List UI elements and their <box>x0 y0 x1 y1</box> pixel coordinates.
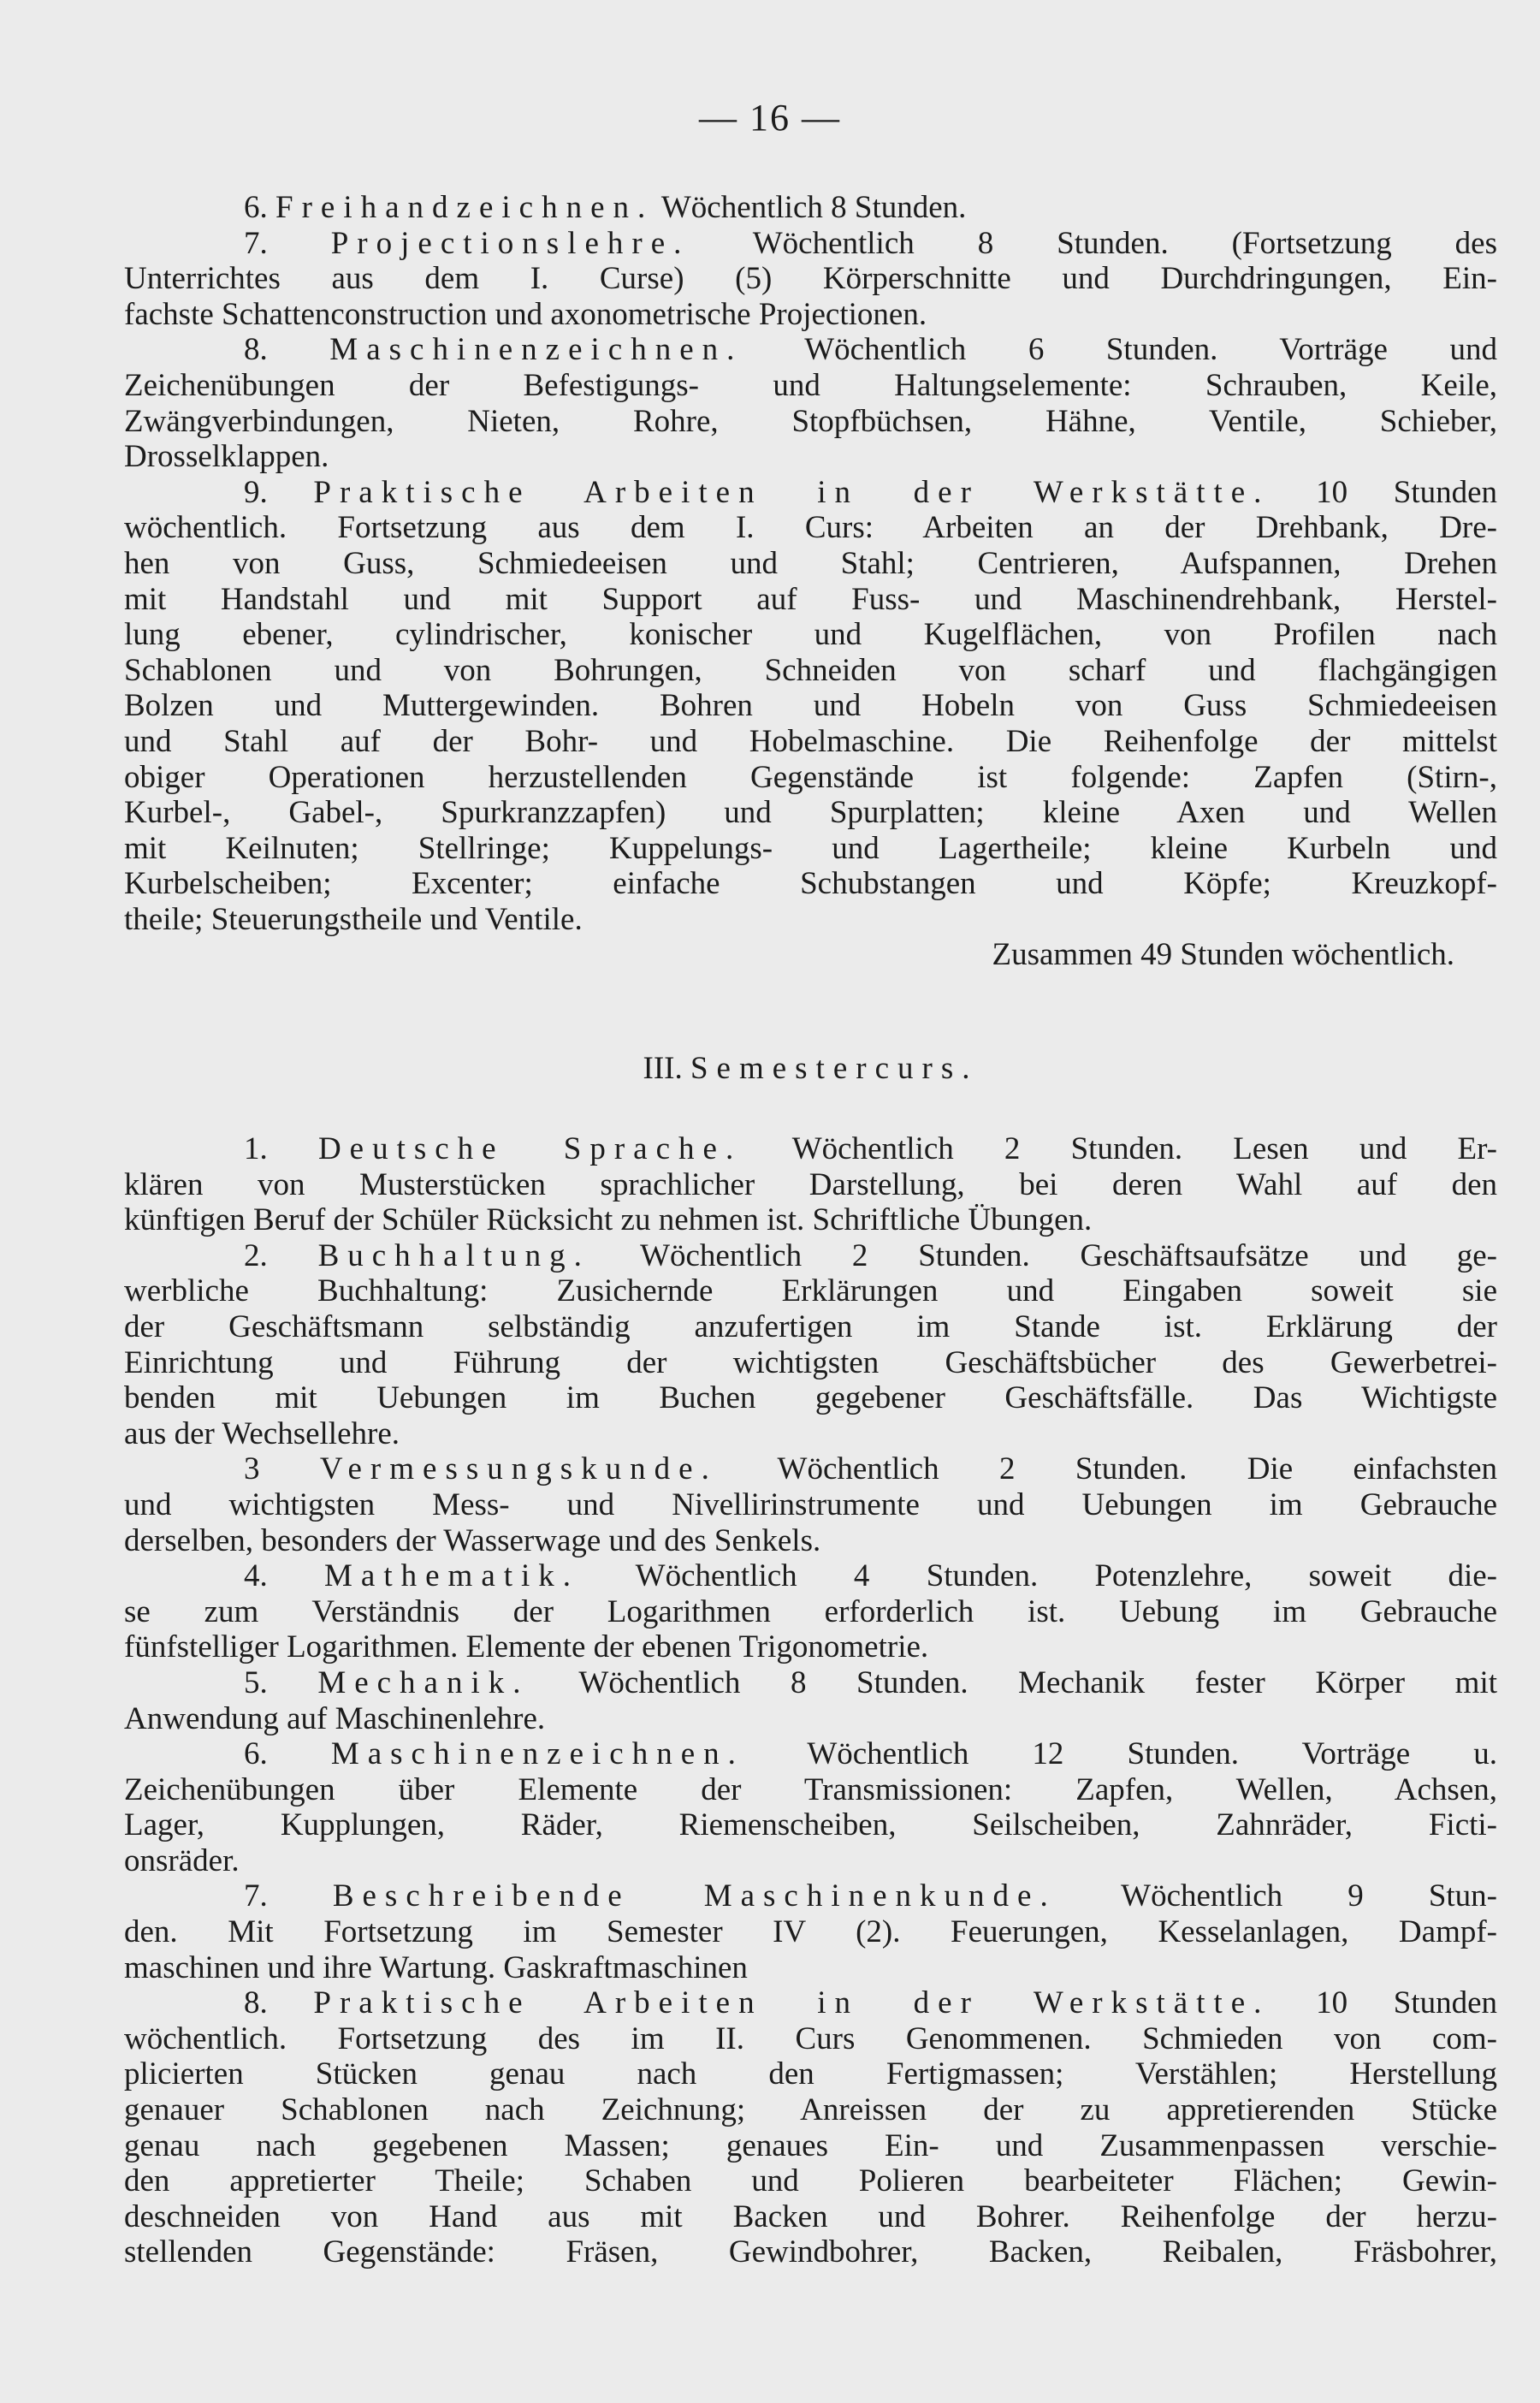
text-line: lung ebener, cylindrischer, konischer und Kugelflächen, von Profilen nach <box>124 617 1497 653</box>
text-line: hen von Guss, Schmiedeeisen und Stahl; Centrieren, Aufspannen, Drehen <box>124 545 1497 581</box>
item-text: Wöchentlich 2 Stunden. Die einfachsten <box>777 1451 1498 1487</box>
text-line: Lager, Kupplungen, Räder, Riemenscheiben, Seilscheiben, Zahnräder, Ficti- <box>124 1807 1497 1843</box>
text-line: künftigen Beruf der Schüler Rücksicht zu nehmen ist. Schriftliche Übungen. <box>124 1202 1093 1238</box>
item-number: 1. <box>244 1131 268 1166</box>
item-text: Wöchentlich 6 Stunden. Vorträge und <box>804 332 1498 368</box>
item-number: 6. <box>244 190 268 225</box>
item-text: Wöchentlich 8 Stunden. (Fortsetzung des <box>752 225 1497 261</box>
item-text: Wöchentlich 4 Stunden. Potenzlehre, soweit die- <box>635 1558 1497 1594</box>
item-projectionslehre <box>124 226 1497 262</box>
item-title: Freihandzeichnen. <box>275 190 654 225</box>
item-number: 3 <box>244 1451 260 1487</box>
text-line: werbliche Buchhaltung: Zusichernde Erklärungen und Eingaben soweit sie <box>124 1273 1497 1309</box>
item-title: Mathematik. <box>324 1558 580 1594</box>
item-title: Praktische Arbeiten in der Werkstätte. <box>313 474 1270 510</box>
page-number: — 16 — <box>699 97 841 139</box>
item-mathematik <box>124 1558 1497 1594</box>
section-heading <box>124 1051 1497 1087</box>
item-text: Wöchentlich 2 Stunden. Lesen und Er- <box>791 1131 1498 1166</box>
item-number: 7. <box>244 225 268 261</box>
item-number: 5. <box>244 1664 268 1700</box>
item-praktische-arbeiten-iii <box>124 1985 1497 2021</box>
item-text: Wöchentlich 8 Stunden. <box>660 190 967 225</box>
text-line: und Stahl auf der Bohr- und Hobelmaschine. Die Reihenfolge der mittelst <box>124 723 1497 759</box>
text-line: stellenden Gegenstände: Fräsen, Gewindbohrer, Backen, Reibalen, Fräsbohrer, <box>124 2234 1497 2270</box>
item-deutsche-sprache <box>124 1131 1497 1167</box>
text-line: se zum Verständnis der Logarithmen erforderlich ist. Uebung im Gebrauche <box>124 1593 1497 1629</box>
section-title: Semestercurs. <box>690 1051 979 1086</box>
text-line: Kurbel-, Gabel-, Spurkranzzapfen) und Spurplatten; kleine Axen und Wellen <box>124 795 1497 831</box>
item-title: Vermessungskunde. <box>319 1451 718 1487</box>
weekly-total: Zusammen 49 Stunden wöchentlich. <box>992 937 1454 973</box>
item-text: 10 Stunden <box>1316 474 1498 510</box>
text-line: der Geschäftsmann selbständig anzufertigen im Stande ist. Erklärung der <box>124 1308 1497 1344</box>
item-freihandzeichnen <box>124 190 1497 226</box>
text-line: klären von Musterstücken sprachlicher Darstellung, bei deren Wahl auf den <box>124 1166 1497 1202</box>
text-line: Kurbelscheiben; Excenter; einfache Schubstangen und Köpfe; Kreuzkopf- <box>124 866 1497 902</box>
section-numeral: III. <box>643 1051 683 1086</box>
text-line: wöchentlich. Fortsetzung des im II. Curs Genommenen. Schmieden von com- <box>124 2020 1497 2056</box>
item-mechanik <box>124 1665 1497 1701</box>
item-buchhaltung <box>124 1238 1497 1274</box>
text-line: genauer Schablonen nach Zeichnung; Anreissen der zu appretierenden Stücke <box>124 2092 1497 2128</box>
item-number: 6. <box>244 1736 268 1772</box>
item-maschinenzeichnen-iii <box>124 1736 1497 1772</box>
item-title: Beschreibende Maschinenkunde. <box>332 1878 1057 1914</box>
text-line: den. Mit Fortsetzung im Semester IV (2). Feuerungen, Kesselanlagen, Dampf- <box>124 1914 1497 1950</box>
text-line: theile; Steuerungstheile und Ventile. <box>124 901 583 937</box>
text-line: genau nach gegebenen Massen; genaues Ein- und Zusammenpassen verschie- <box>124 2127 1497 2163</box>
item-praktische-arbeiten <box>124 475 1497 511</box>
item-title: Maschinenzeichnen. <box>329 332 743 368</box>
text-line: maschinen und ihre Wartung. Gaskraftmaschinen <box>124 1949 748 1985</box>
section-iii-heading-block <box>124 1051 1497 1087</box>
item-title: Mechanik. <box>317 1664 530 1700</box>
item-text: Wöchentlich 8 Stunden. Mechanik fester Körper mit <box>578 1664 1498 1700</box>
text-line: Bolzen und Muttergewinden. Bohren und Hobeln von Guss Schmiedeeisen <box>124 688 1497 724</box>
text-line: den appretierter Theile; Schaben und Polieren bearbeiteter Flächen; Gewin- <box>124 2163 1497 2199</box>
text-line: und wichtigsten Mess- und Nivellirinstrumente und Uebungen im Gebrauche <box>124 1486 1497 1522</box>
text-line: derselben, besonders der Wasserwage und des Senkels. <box>124 1522 821 1558</box>
item-title: Maschinenzeichnen. <box>330 1736 744 1772</box>
text-line: deschneiden von Hand aus mit Backen und Bohrer. Reihenfolge der herzu- <box>124 2198 1497 2234</box>
item-text: Wöchentlich 12 Stunden. Vorträge u. <box>807 1736 1497 1772</box>
text-line: fachste Schattenconstruction und axonometrische Projectionen. <box>124 296 927 332</box>
item-beschreibende-maschinenkunde <box>124 1878 1497 1914</box>
text-line: plicierten Stücken genau nach den Fertigmassen; Verstählen; Herstellung <box>124 2056 1497 2092</box>
item-text: Wöchentlich 2 Stunden. Geschäftsaufsätze und ge- <box>640 1237 1497 1273</box>
text-line: benden mit Uebungen im Buchen gegebener Geschäftsfälle. Das Wichtigste <box>124 1380 1497 1416</box>
text-line: wöchentlich. Fortsetzung aus dem I. Curs: Arbeiten an der Drehbank, Dre- <box>124 510 1497 546</box>
text-line: Schablonen und von Bohrungen, Schneiden von scharf und flachgängigen <box>124 652 1497 688</box>
item-text: Wöchentlich 9 Stun- <box>1121 1878 1497 1914</box>
text-line: mit Keilnuten; Stellringe; Kuppelungs- und Lagertheile; kleine Kurbeln und <box>124 830 1497 866</box>
item-title: Deutsche Sprache. <box>317 1131 743 1166</box>
item-number: 9. <box>244 474 268 510</box>
item-number: 8. <box>244 332 268 368</box>
text-line: Anwendung auf Maschinenlehre. <box>124 1700 546 1736</box>
section-ii-continued <box>124 190 1497 973</box>
item-maschinenzeichnen <box>124 332 1497 368</box>
item-number: 4. <box>244 1558 268 1594</box>
text-line: aus der Wechsellehre. <box>124 1415 400 1451</box>
text-line: mit Handstahl und mit Support auf Fuss- und Maschinendrehbank, Herstel- <box>124 581 1497 617</box>
text-line: Zeichenübungen über Elemente der Transmissionen: Zapfen, Wellen, Achsen, <box>124 1771 1497 1807</box>
section-iii <box>124 1131 1497 2270</box>
item-vermessungskunde <box>124 1451 1497 1487</box>
text-line: Zwängverbindungen, Nieten, Rohre, Stopfbüchsen, Hähne, Ventile, Schieber, <box>124 403 1497 439</box>
text-line: Einrichtung und Führung der wichtigsten Geschäftsbücher des Gewerbetrei- <box>124 1344 1497 1380</box>
text-line: fünfstelliger Logarithmen. Elemente der ebenen Trigonometrie. <box>124 1629 929 1665</box>
item-title: Projectionslehre. <box>330 225 690 261</box>
item-title: Buchhaltung. <box>317 1237 590 1273</box>
text-line: Zeichenübungen der Befestigungs- und Haltungselemente: Schrauben, Keile, <box>124 367 1497 403</box>
text-line: obiger Operationen herzustellenden Gegenstände ist folgende: Zapfen (Stirn-, <box>124 759 1497 795</box>
item-number: 2. <box>244 1237 268 1273</box>
text-line: onsräder. <box>124 1842 240 1878</box>
item-number: 7. <box>244 1878 268 1914</box>
item-text: 10 Stunden <box>1316 1985 1498 2021</box>
item-title: Praktische Arbeiten in der Werkstätte. <box>313 1985 1270 2021</box>
text-line: Unterrichtes aus dem I. Curse) (5) Körperschnitte und Durchdringungen, Ein- <box>124 261 1497 297</box>
text-line: Drosselklappen. <box>124 439 329 475</box>
item-number: 8. <box>244 1985 268 2021</box>
